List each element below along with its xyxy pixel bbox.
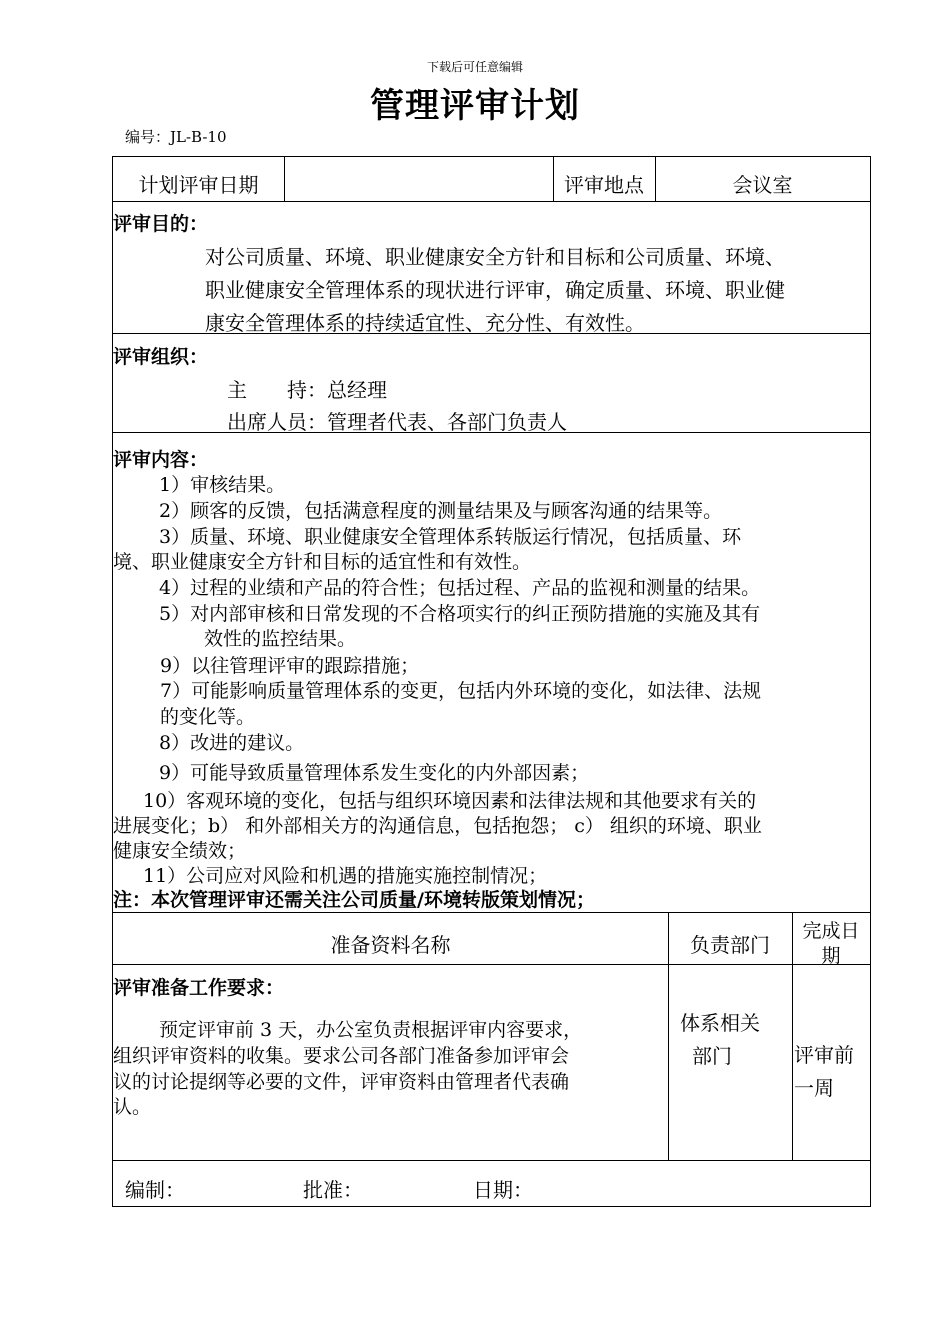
content-line: 9）以往管理评审的跟踪措施；	[160, 655, 420, 677]
attendees-label: 出席人员：	[227, 410, 327, 434]
requirements-heading: 评审准备工作要求：	[113, 977, 285, 999]
approved-by-label: 批准：	[303, 1178, 363, 1202]
requirements-line: 预定评审前 3 天，办公室负责根据评审内容要求，	[159, 1019, 583, 1041]
purpose-heading: 评审目的：	[113, 213, 209, 235]
host-row	[227, 374, 387, 403]
content-note: 注：本次管理评审还需关注公司质量/环境转版策划情况；	[113, 889, 595, 911]
requirements-line: 议的讨论提纲等必要的文件，评审资料由管理者代表确	[113, 1071, 570, 1093]
department-line-1: 体系相关	[680, 1011, 760, 1035]
completion-line-1: 评审前	[794, 1043, 854, 1067]
content-line: 1）审核结果。	[159, 474, 286, 496]
content-line: 10）客观环境的变化，包括与组织环境因素和法律法规和其他要求有关的	[143, 790, 757, 812]
attendees-value: 管理者代表、各部门负责人	[327, 410, 567, 434]
column-header-completion-1: 完成日	[802, 920, 860, 942]
content-line: 进展变化；b） 和外部相关方的沟通信息，包括抱怨； c） 组织的环境、职业	[113, 815, 762, 837]
content-line: 4）过程的业绩和产品的符合性；包括过程、产品的监视和测量的结果。	[159, 577, 761, 599]
host-value: 总经理	[327, 378, 387, 402]
plan-table	[112, 156, 871, 1207]
content-line: 8）改进的建议。	[159, 732, 305, 754]
attendees-row	[227, 406, 567, 435]
document-code: 编号：JL-B-10	[125, 128, 227, 146]
department-line-2: 部门	[692, 1044, 732, 1068]
column-header-material-name: 准备资料名称	[330, 933, 451, 957]
column-header-completion-2: 期	[821, 945, 841, 967]
row-divider	[113, 201, 870, 202]
date-footer-label: 日期：	[473, 1178, 533, 1202]
purpose-line: 对公司质量、环境、职业健康安全方针和目标和公司质量、环境、	[205, 245, 785, 269]
requirements-line: 组织评审资料的收集。要求公司各部门准备参加评审会	[113, 1045, 570, 1067]
content-line: 7）可能影响质量管理体系的变更，包括内外环境的变化，如法律、法规	[160, 680, 762, 702]
page-title: 管理评审计划	[370, 86, 580, 126]
content-line: 效性的监控结果。	[204, 628, 357, 650]
col-divider	[284, 157, 285, 201]
host-label: 主 持：	[227, 378, 327, 402]
row-divider	[113, 1160, 870, 1161]
content-line: 2）顾客的反馈，包括满意程度的测量结果及与顾客沟通的结果等。	[159, 500, 723, 522]
row-divider	[113, 964, 870, 965]
column-header-department: 负责部门	[690, 933, 770, 957]
purpose-line: 康安全管理体系的持续适宜性、充分性、有效性。	[205, 311, 645, 335]
organization-heading: 评审组织：	[113, 346, 209, 368]
date-label: 计划评审日期	[138, 173, 259, 197]
content-line: 9）可能导致质量管理体系发生变化的内外部因素；	[159, 762, 590, 784]
completion-line-2: 一周	[794, 1076, 834, 1100]
content-line: 的变化等。	[160, 706, 256, 728]
purpose-line: 职业健康安全管理体系的现状进行评审，确定质量、环境、职业健	[205, 278, 785, 302]
content-line: 境、职业健康安全方针和目标的适宜性和有效性。	[113, 551, 532, 573]
content-line: 健康安全绩效；	[113, 840, 247, 862]
download-note: 下载后可任意编辑	[426, 60, 523, 74]
prepared-by-label: 编制：	[125, 1178, 185, 1202]
row-divider	[113, 912, 870, 913]
location-label: 评审地点	[564, 173, 644, 197]
content-heading: 评审内容：	[113, 449, 209, 471]
content-line: 5）对内部审核和日常发现的不合格项实行的纠正预防措施的实施及其有	[159, 603, 761, 625]
content-line: 3）质量、环境、职业健康安全管理体系转版运行情况，包括质量、环	[159, 526, 742, 548]
location-value: 会议室	[732, 173, 793, 197]
content-line: 11）公司应对风险和机遇的措施实施控制情况；	[143, 865, 548, 887]
requirements-line: 认。	[113, 1096, 152, 1118]
